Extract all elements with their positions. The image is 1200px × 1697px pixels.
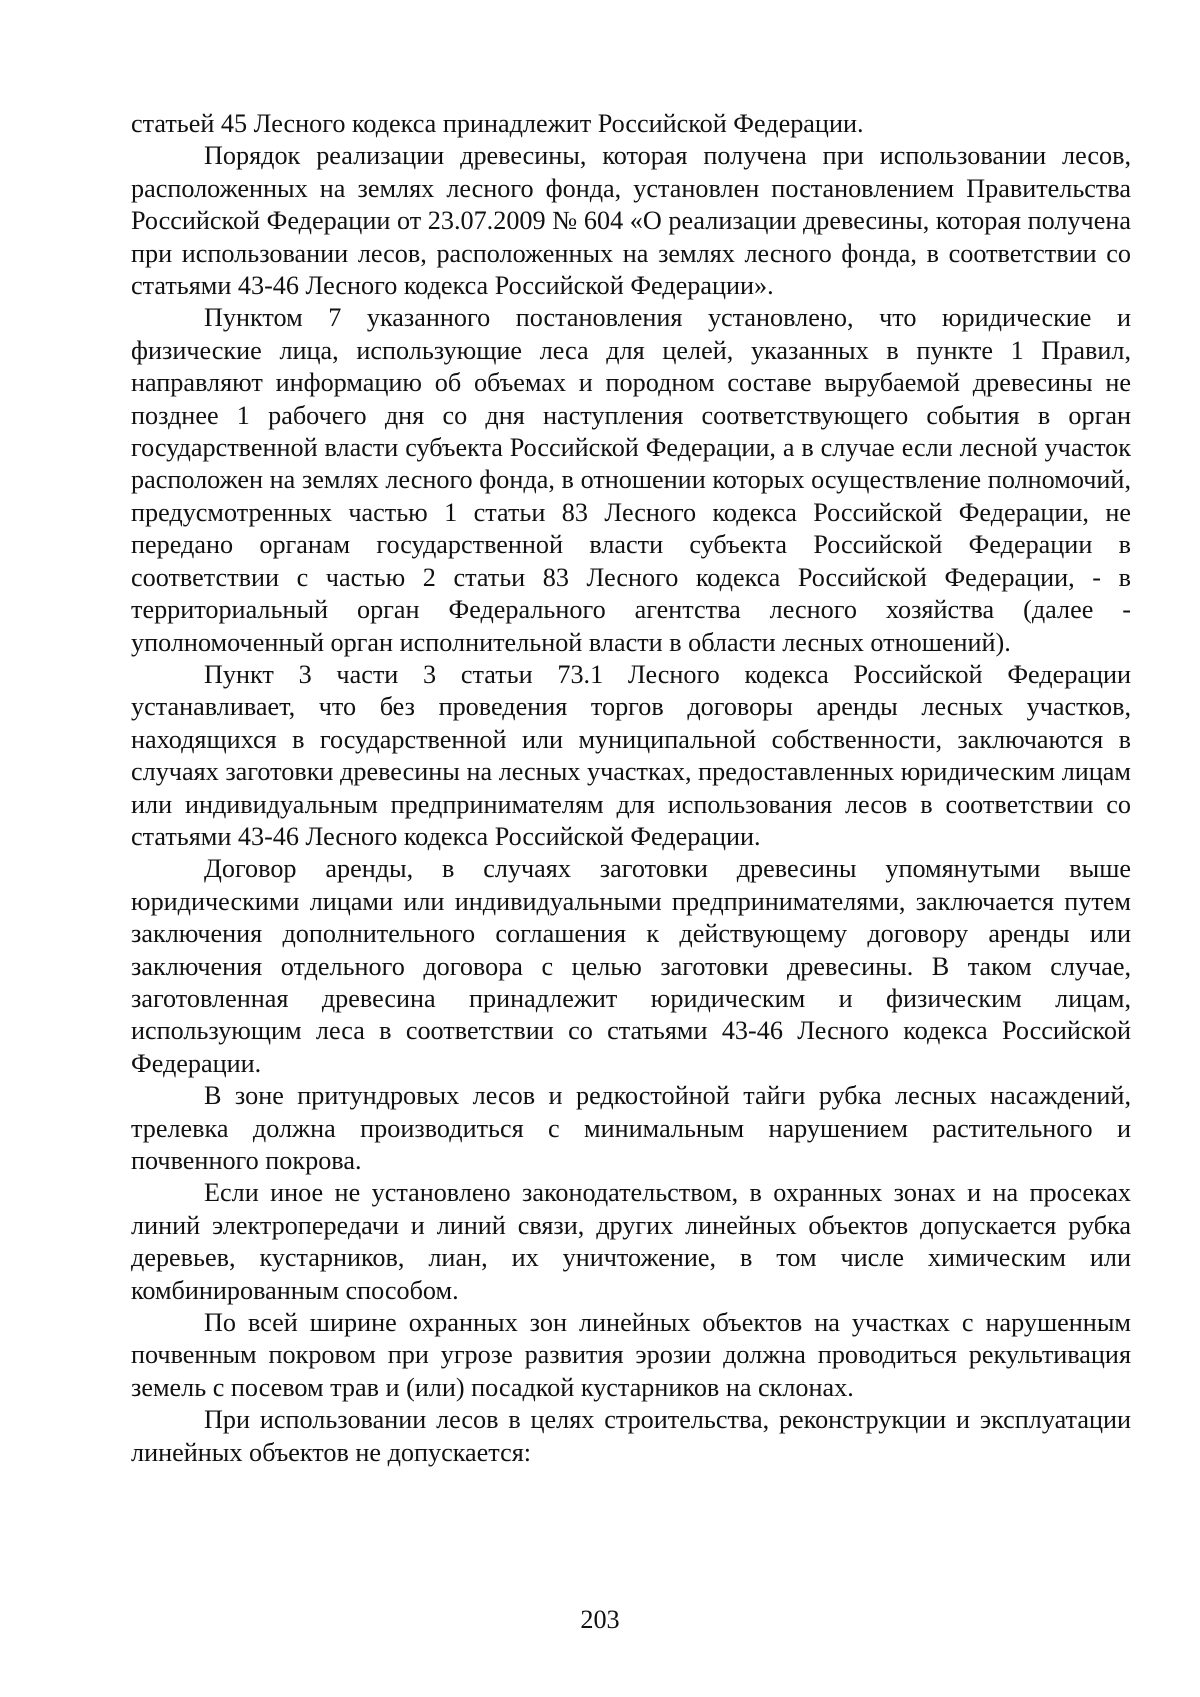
paragraph-linear-objects: При использовании лесов в целях строительства, реконструкции и эксплуатации линейных объектов не допускается: [131, 1405, 1131, 1467]
paragraph-timber-sale-order: Порядок реализации древесины, которая получена при использовании лесов, расположенных на землях лесного фонда, установлен постановлением Правительства Российской Федерации от 23.07.2009 № 604 «О реализации древесины, которая получена при использовании лесов, расположенных на землях лесного фонда, в соответствии со статьями 43-46 Лесного кодекса Российской Федерации». [131, 141, 1131, 301]
paragraph-continuation: статьей 45 Лесного кодекса принадлежит Российской Федерации. [131, 109, 864, 138]
paragraph-reporting-obligation: Пунктом 7 указанного постановления установлено, что юридические и физические лица, использующие леса для целей, указанных в пункте 1 Правил, направляют информацию об объемах и породном составе вырубаемой древесины не позднее 1 рабочего дня со дня наступления соответствующего события в орган государственной власти субъекта Российской Федерации, а в случае если лесной участок расположен на землях лесного фонда, в отношении которых осуществление полномочий, предусмотренных частью 1 статьи 83 Лесного кодекса Российской Федерации, не передано органам государственной власти субъекта Российской Федерации в соответствии с частью 2 статьи 83 Лесного кодекса Российской Федерации, - в территориальный орган Федерального агентства лесного хозяйства (далее - уполномоченный орган исполнительной власти в области лесных отношений). [131, 303, 1131, 657]
paragraph-protected-zones: Если иное не установлено законодательством, в охранных зонах и на просеках линий электропередачи и линий связи, других линейных объектов допускается рубка деревьев, кустарников, лиан, их уничтожение, в том числе химическим или комбинированным способом. [131, 1178, 1131, 1305]
page-number: 203 [580, 1605, 620, 1634]
paragraph-reclamation: По всей ширине охранных зон линейных объектов на участках с нарушенным почвенным покровом при угрозе развития эрозии должна проводиться рекультивация земель с посевом трав и (или) посадкой кустарников на склонах. [131, 1308, 1131, 1402]
paragraph-lease-without-auction: Пункт 3 части 3 статьи 73.1 Лесного кодекса Российской Федерации устанавливает, что без проведения торгов договоры аренды лесных участков, находящихся в государственной или муниципальной собственности, заключаются в случаях заготовки древесины на лесных участках, предоставленных юридическим лицам или индивидуальным предпринимателям для использования лесов в соответствии со статьями 43-46 Лесного кодекса Российской Федерации. [131, 659, 1131, 851]
paragraph-tundra-forests: В зоне притундровых лесов и редкостойной тайги рубка лесных насаждений, трелевка должна производиться с минимальным нарушением растительного и почвенного покрова. [131, 1081, 1131, 1175]
paragraph-lease-agreement: Договор аренды, в случаях заготовки древесины упомянутыми выше юридическими лицами или индивидуальными предпринимателями, заключается путем заключения дополнительного соглашения к действующему договору аренды или заключения отдельного договора с целью заготовки древесины. В таком случае, заготовленная древесина принадлежит юридическим и физическим лицам, использующим леса в соответствии со статьями 43-46 Лесного кодекса Российской Федерации. [131, 854, 1131, 1078]
body-text [131, 108, 1131, 1469]
